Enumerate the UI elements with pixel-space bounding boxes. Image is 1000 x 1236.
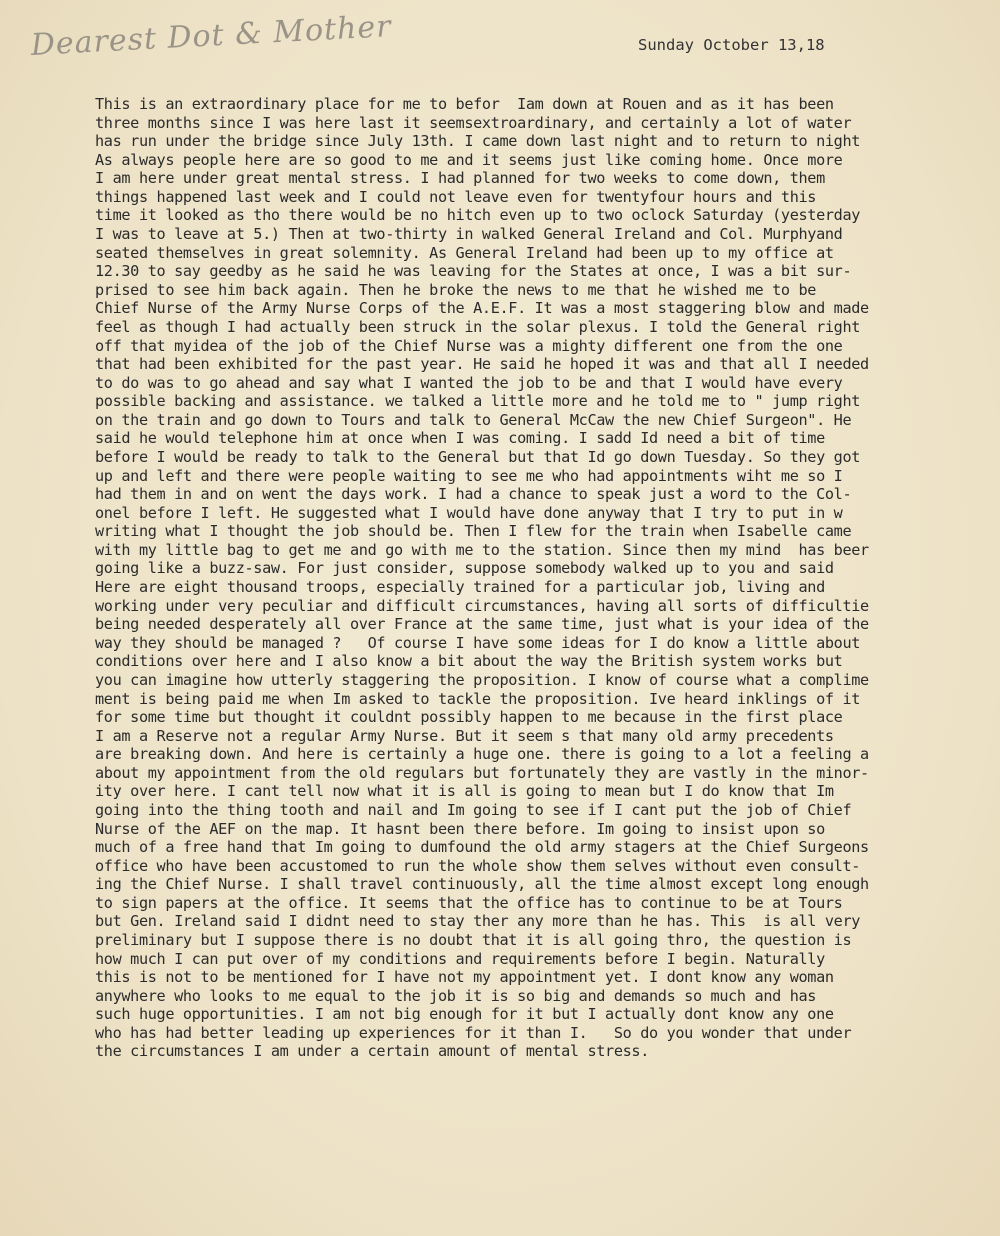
letter-line: writing what I thought the job should be. Then I flew for the train when Isabelle came <box>95 522 852 541</box>
letter-line: ing the Chief Nurse. I shall travel continuously, all the time almost except long enough <box>95 875 869 894</box>
letter-line: you can imagine how utterly staggering the proposition. I know of course what a complime <box>95 670 869 689</box>
letter-line: way they should be managed ? Of course I have some ideas for I do know a little about <box>95 633 861 652</box>
letter-line: for some time but thought it couldnt possibly happen to me because in the first place <box>95 708 843 727</box>
letter-body <box>95 95 995 1061</box>
letter-line: ity over here. I cant tell now what it is all is going to mean but I do know that Im <box>95 782 834 801</box>
letter-line: prised to see him back again. Then he broke the news to me that he wished me to be <box>95 280 817 299</box>
letter-line: seated themselves in great solemnity. As General Ireland had been up to my office at <box>95 243 834 262</box>
letter-line: had them in and on went the days work. I had a chance to speak just a word to the Col- <box>95 485 852 504</box>
handwritten-salutation: Dearest Dot & Mother <box>30 9 393 63</box>
letter-line: Here are eight thousand troops, especially trained for a particular job, living and <box>95 578 825 597</box>
letter-line: working under very peculiar and difficult circumstances, having all sorts of difficultie <box>95 596 869 615</box>
letter-line: before I would be ready to talk to the General but that Id go down Tuesday. So they got <box>95 447 861 466</box>
letter-line: Nurse of the AEF on the map. It hasnt been there before. Im going to insist upon so <box>95 819 825 838</box>
letter-line: feel as though I had actually been struck in the solar plexus. I told the General right <box>95 317 861 336</box>
letter-line: said he would telephone him at once when I was coming. I sadd Id need a bit of time <box>95 429 825 448</box>
letter-line: has run under the bridge since July 13th. I came down last night and to return to night <box>95 132 861 151</box>
letter-line: 12.30 to say geedby as he said he was leaving for the States at once, I was a bit sur- <box>95 262 852 281</box>
letter-line: up and left and there were people waiting to see me who had appointments wiht me so I <box>95 466 843 485</box>
letter-line: being needed desperately all over France at the same time, just what is your idea of the <box>95 615 869 634</box>
letter-line: conditions over here and I also know a bit about the way the British system works but <box>95 652 843 671</box>
letter-line: going into the thing tooth and nail and Im going to see if I cant put the job of Chief <box>95 800 852 819</box>
letter-line: onel before I left. He suggested what I would have done anyway that I try to put in w <box>95 503 843 522</box>
letter-line: that had been exhibited for the past year. He said he hoped it was and that all I needed <box>95 355 869 374</box>
letter-line: ment is being paid me when Im asked to tackle the proposition. Ive heard inklings of it <box>95 689 861 708</box>
letter-line: As always people here are so good to me and it seems just like coming home. Once more <box>95 150 843 169</box>
letter-line: Chief Nurse of the Army Nurse Corps of the A.E.F. It was a most staggering blow and made <box>95 299 869 318</box>
letter-line: such huge opportunities. I am not big enough for it but I actually dont know any one <box>95 1005 834 1024</box>
letter-line: I am here under great mental stress. I had planned for two weeks to come down, them <box>95 169 825 188</box>
letter-line: off that myidea of the job of the Chief Nurse was a mighty different one from the one <box>95 336 843 355</box>
letter-date: Sunday October 13,18 <box>638 36 825 54</box>
letter-line: much of a free hand that Im going to dumfound the old army stagers at the Chief Surgeons <box>95 838 869 857</box>
letter-line: I was to leave at 5.) Then at two-thirty in walked General Ireland and Col. Murphyand <box>95 225 843 244</box>
letter-line: are breaking down. And here is certainly a huge one. there is going to a lot a feeling a <box>95 745 869 764</box>
letter-line: This is an extraordinary place for me to befor Iam down at Rouen and as it has been <box>95 95 834 113</box>
letter-line: with my little bag to get me and go with me to the station. Since then my mind has beer <box>95 540 869 559</box>
letter-line: how much I can put over of my conditions and requirements before I begin. Naturally <box>95 949 825 968</box>
letter-line: about my appointment from the old regulars but fortunately they are vastly in the minor- <box>95 763 869 782</box>
letter-line: to do was to go ahead and say what I wanted the job to be and that I would have every <box>95 373 843 392</box>
letter-line: this is not to be mentioned for I have not my appointment yet. I dont know any woman <box>95 968 834 987</box>
letter-line: time it looked as tho there would be no hitch even up to two oclock Saturday (yesterday <box>95 206 861 225</box>
letter-line: going like a buzz-saw. For just consider, suppose somebody walked up to you and said <box>95 559 834 578</box>
letter-line: things happened last week and I could not leave even for twentyfour hours and this <box>95 187 817 206</box>
letter-line: preliminary but I suppose there is no doubt that it is all going thro, the question is <box>95 931 852 950</box>
letter-line: office who have been accustomed to run the whole show them selves without even consult- <box>95 856 861 875</box>
letter-line: anywhere who looks to me equal to the job it is so big and demands so much and has <box>95 986 817 1005</box>
letter-line: I am a Reserve not a regular Army Nurse. But it seem s that many old army precedents <box>95 726 834 745</box>
letter-line: the circumstances I am under a certain amount of mental stress. <box>95 1042 650 1061</box>
letter-line: to sign papers at the office. It seems that the office has to continue to be at Tours <box>95 893 843 912</box>
letter-line: three months since I was here last it seemsextroardinary, and certainly a lot of water <box>95 113 852 132</box>
letter-line: who has had better leading up experiences for it than I. So do you wonder that under <box>95 1023 852 1042</box>
letter-line: on the train and go down to Tours and talk to General McCaw the new Chief Surgeon". He <box>95 410 852 429</box>
letter-line: but Gen. Ireland said I didnt need to stay ther any more than he has. This is all very <box>95 912 861 931</box>
letter-line: possible backing and assistance. we talked a little more and he told me to " jump right <box>95 392 861 411</box>
